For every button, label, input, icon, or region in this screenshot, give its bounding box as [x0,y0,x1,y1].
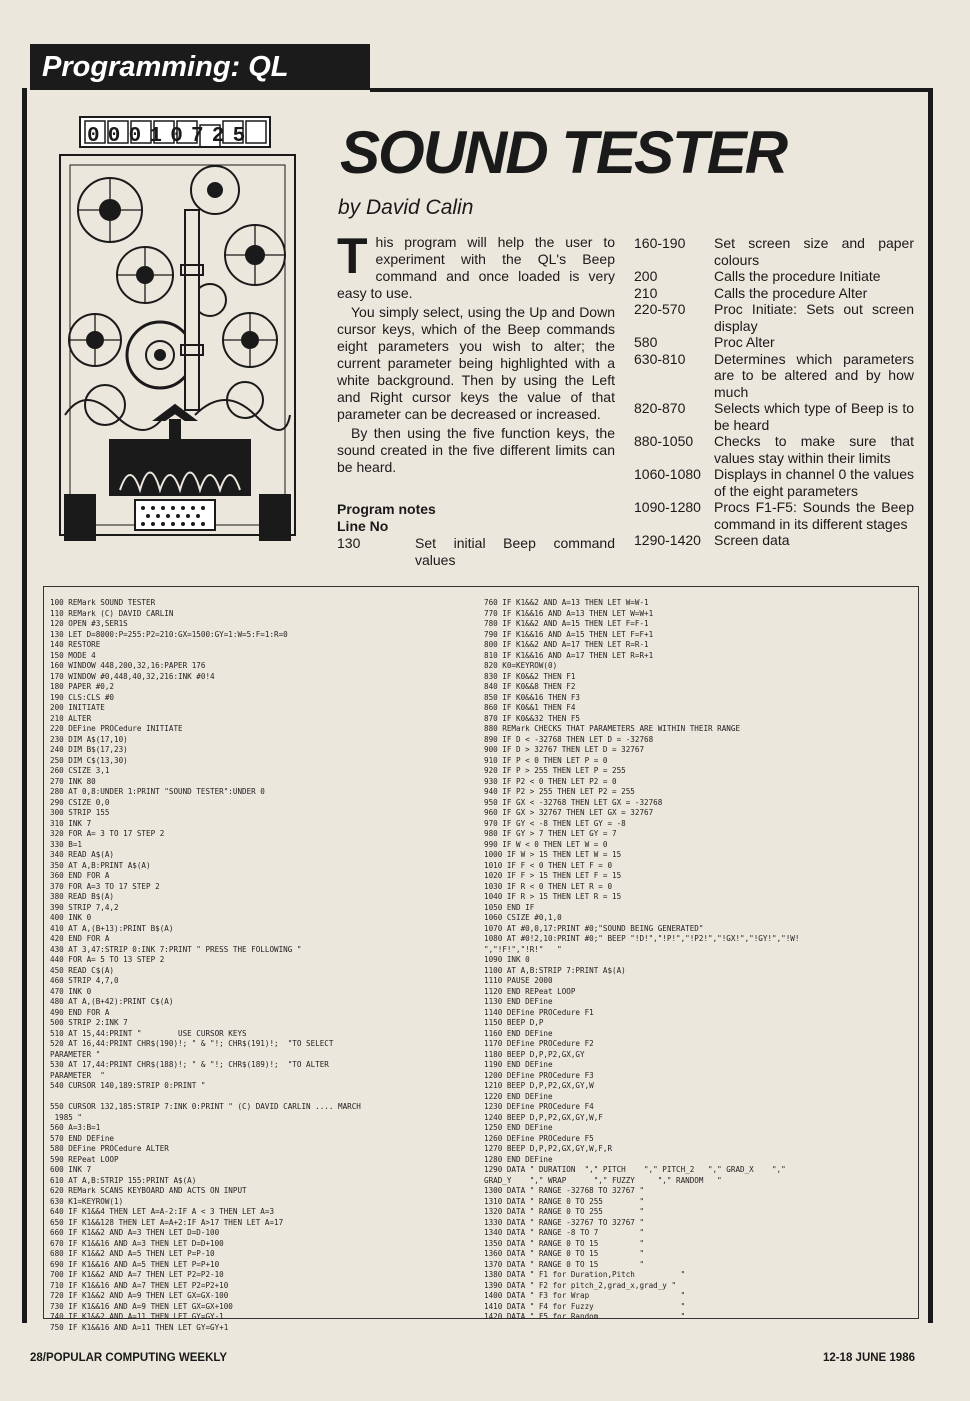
table-row [634,499,914,532]
top-rule [370,88,932,92]
table-row [634,268,914,285]
article-byline: by David Calin [338,196,474,219]
intro-text-1: his program will help the user to experiment with the QL's Beep command and once loaded is very easy to use. [337,234,615,301]
note-description: Calls the procedure Initiate [714,268,881,284]
note-description: Screen data [714,532,790,548]
note-line-number: 820-870 [634,400,686,416]
note-line-number: 1290-1420 [634,532,701,548]
note-line-number: 880-1050 [634,433,694,449]
intro-paragraph-3: By then using the five function keys, the sound created in the five different limits can be heard. [337,425,615,475]
program-notes-heading [337,501,436,535]
intro-paragraph-1 [337,228,615,302]
note-line-number: 220-570 [634,301,686,317]
program-notes-table [634,235,914,549]
table-row [634,400,914,433]
table-row [634,235,914,268]
counter-digits: 00010725 [87,125,254,148]
note-line-number: 580 [634,334,658,350]
clockwork-machine-illustration [35,115,320,545]
table-row [634,301,914,334]
program-notes-title: Program notes [337,501,436,517]
drop-cap: T [337,228,368,284]
note-description: Set screen size and paper colours [714,235,914,268]
note-line-number: 1060-1080 [634,466,701,482]
table-row [634,466,914,499]
note-description: Proc Initiate: Sets out screen display [714,301,914,334]
note-line-number: 200 [634,268,658,284]
note-description: Calls the procedure Alter [714,284,868,301]
table-row [634,334,914,351]
table-row [634,285,914,302]
note-line-number: 630-810 [634,350,686,367]
table-row [634,532,914,549]
note-description: Selects which type of Beep is to be heard [714,400,914,433]
note-line-number: 1090-1280 [634,499,701,515]
note-description: Checks to make sure that values stay within their limits [714,433,914,466]
note-line-number: 160-190 [634,235,686,251]
program-notes-subtitle: Line No [337,518,389,534]
page-footer-folio: 28/POPULAR COMPUTING WEEKLY [30,1352,228,1364]
left-rule [22,88,27,1323]
section-header: Programming: QL [30,44,370,90]
note-description: Proc Alter [714,334,775,350]
table-row [634,433,914,466]
program-note-first [337,535,615,569]
table-row [634,351,914,401]
program-listing-right: 760 IF K1&&2 AND A=13 THEN LET W=W-1 770 IF K1&&16 AND A=13 THEN LET W=W+1 780 IF K1&&2 AND A=15 THEN LET F=F-1 790 IF K1&&16 AND A=15 THEN LET F=F+1 800 IF K1&&2 AND A=17 THEN LET R=R-1 810 IF K1&&16 AND A=17 THEN LET R=R+1 820 K0=KEYROW(0) 830 IF K0&&2 THEN F1 840 IF K0&&8 THEN F2 850 IF K0&&16 THEN F3 860 IF K0&&1 THEN F4 870 IF K0&&32 THEN F5 880 REMark CHECKS THAT PARAMETERS ARE WITHIN THEIR RANGE 890 IF D < -32768 THEN LET D = -32768 900 IF D > 32767 THEN LET D = 32767 910 IF P < 0 THEN LET P = 0 920 IF P > 255 THEN LET P = 255 930 IF P2 < 0 THEN LET P2 = 0 940 IF P2 > 255 THEN LET P2 = 255 950 IF GX < -32768 THEN LET GX = -32768 960 IF GX > 32767 THEN LET GX = 32767 970 IF GY < -8 THEN LET GY = -8 980 IF GY > 7 THEN LET GY = 7 990 IF W < 0 THEN LET W = 0 1000 IF W > 15 THEN LET W = 15 1010 IF F < 0 THEN LET F = 0 1020 IF F > 15 THEN LET F = 15 1030 IF R < 0 THEN LET R = 0 1040 IF R > 15 THEN LET R = 15 1050 END IF 1060 CSIZE #0,1,0 1070 AT #0,0,17:PRINT #0;"SOUND BEING GENERATED" 1080 AT #0!2,10:PRINT #0;" BEEP "!D!","!P!","!P2!","!GX!","!GY!","!W! ","!F!","!R!" " 1090 INK 0 1100 AT A,B:STRIP 7:PRINT A$(A) 1110 PAUSE 2000 1120 END REPeat LOOP 1130 END DEFine 1140 DEFine PROCedure F1 1150 BEEP D,P 1160 END DEFine 1170 DEFine PROCedure F2 1180 BEEP D,P,P2,GX,GY 1190 END DEFine 1200 DEFine PROCedure F3 1210 BEEP D,P,P2,GX,GY,W 1220 END DEFine 1230 DEFine PROCedure F4 1240 BEEP D,P,P2,GX,GY,W,F 1250 END DEFine 1260 DEFine PROCedure F5 1270 BEEP D,P,P2,GX,GY,W,F,R 1280 END DEFine 1290 DATA " DURATION "," PITCH "," PITCH_2 "," GRAD_X "," GRAD_Y "," WRAP "," FUZZY "," RANDOM " 1300 DATA " RANGE -32768 TO 32767 " 1310 DATA " RANGE 0 TO 255 " 1320 DATA " RANGE 0 TO 255 " 1330 DATA " RANGE -32767 TO 32767 " 1340 DATA " RANGE -8 TO 7 " 1350 DATA " RANGE 0 TO 15 " 1360 DATA " RANGE 0 TO 15 " 1370 DATA " RANGE 0 TO 15 " 1380 DATA " F1 for Duration,Pitch " 1390 DATA " F2 for pitch_2,grad_x,grad_y " 1400 DATA " F3 for Wrap " 1410 DATA " F4 for Fuzzy " 1420 DATA " F5 for Random " [484,598,800,1321]
note-line-number: 130 [337,535,361,551]
article-title: SOUND TESTER [340,119,787,186]
intro-paragraph-2: You simply select, using the Up and Down cursor keys, which of the Beep commands eight parameters you wish to alter; the current parameter being highlighted with a white background. Then by using the Left and Right cursor keys the value of that parameter can be decreased or increased. [337,304,615,422]
right-rule [928,88,933,1323]
note-description: Procs F1-F5: Sounds the Beep command in its different stages [714,499,914,532]
note-description: Set initial Beep command values [415,535,615,568]
note-description: Displays in channel 0 the values of the eight parameters [714,466,915,499]
note-description: Determines which parameters are to be altered and by how much [714,350,914,400]
page-footer-date: 12-18 JUNE 1986 [822,1352,915,1364]
program-listing-left: 100 REMark SOUND TESTER 110 REMark (C) DAVID CARLIN 120 OPEN #3,SER1S 130 LET D=8000:P=255:P2=210:GX=1500:GY=1:W=5:F=1:R=0 140 RESTORE 150 MODE 4 160 WINDOW 448,200,32,16:PAPER 176 170 WINDOW #0,448,40,32,216:INK #0!4 180 PAPER #0,2 190 CLS:CLS #0 200 INITIATE 210 ALTER 220 DEFine PROCedure INITIATE 230 DIM A$(17,10) 240 DIM B$(17,23) 250 DIM C$(13,30) 260 CSIZE 3,1 270 INK 80 280 AT 0,8:UNDER 1:PRINT "SOUND TESTER":UNDER 0 290 CSIZE 0,0 300 STRIP 155 310 INK 7 320 FOR A= 3 TO 17 STEP 2 330 B=1 340 READ A$(A) 350 AT A,B:PRINT A$(A) 360 END FOR A 370 FOR A=3 TO 17 STEP 2 380 READ B$(A) 390 STRIP 7,4,2 400 INK 0 410 AT A,(B+13):PRINT B$(A) 420 END FOR A 430 AT 3,47:STRIP 0:INK 7:PRINT " PRESS THE FOLLOWING " 440 FOR A= 5 TO 13 STEP 2 450 READ C$(A) 460 STRIP 4,7,0 470 INK 0 480 AT A,(B+42):PRINT C$(A) 490 END FOR A 500 STRIP 2:INK 7 510 AT 15,44:PRINT " USE CURSOR KEYS 520 AT 16,44:PRINT CHR$(190)!; " & "!; CHR$(191)!; "TO SELECT PARAMETER " 530 AT 17,44:PRINT CHR$(188)!; " & "!; CHR$(189)!; "TO ALTER PARAMETER " 540 CURSOR 140,189:STRIP 0:PRINT " 550 CURSOR 132,185:STRIP 7:INK 0:PRINT " (C) DAVID CARLIN .... MARCH 1985 " 560 A=3:B=1 570 END DEFine 580 DEFine PROCedure ALTER 590 REPeat LOOP 600 INK 7 610 AT A,B:STRIP 155:PRINT A$(A) 620 REMark SCANS KEYBOARD AND ACTS ON INPUT 630 K1=KEYROW(1) 640 IF K1&&4 THEN LET A=A-2:IF A < 3 THEN LET A=3 650 IF K1&&128 THEN LET A=A+2:IF A>17 THEN LET A=17 660 IF K1&&2 AND A=3 THEN LET D=D-100 670 IF K1&&16 AND A=3 THEN LET D=D+100 680 IF K1&&2 AND A=5 THEN LET P=P-10 690 IF K1&&16 AND A=5 THEN LET P=P+10 700 IF K1&&2 AND A=7 THEN LET P2=P2-10 710 IF K1&&16 AND A=7 THEN LET P2=P2+10 720 IF K1&&2 AND A=9 THEN LET GX=GX-100 730 IF K1&&16 AND A=9 THEN LET GX=GX+100 740 IF K1&&2 AND A=11 THEN LET GY=GY-1 750 IF K1&&16 AND A=11 THEN LET GY=GY+1 [50,598,361,1332]
article-intro [337,228,615,478]
note-line-number: 210 [634,284,658,301]
